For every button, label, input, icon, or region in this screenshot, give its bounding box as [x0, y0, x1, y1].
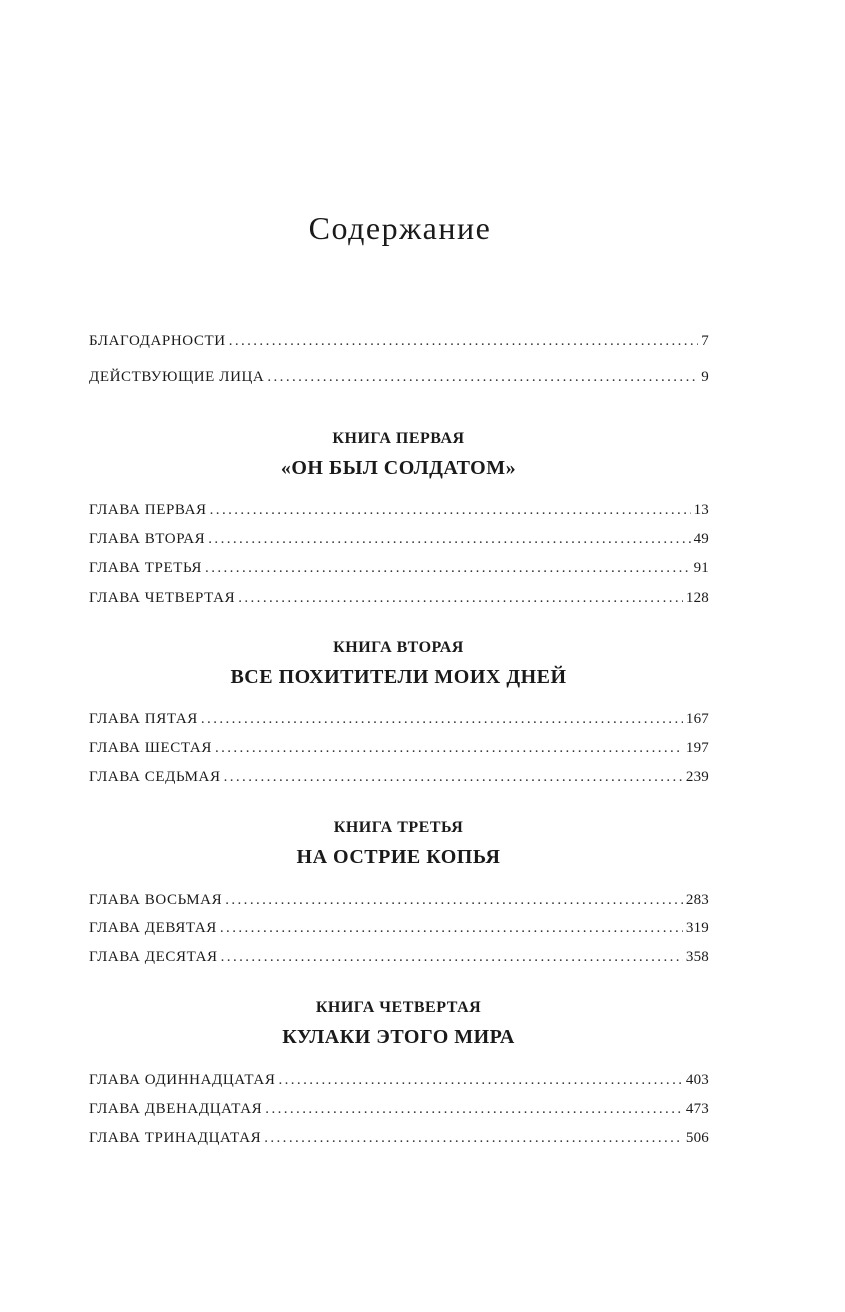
book-number: КНИГА ВТОРАЯ: [333, 639, 464, 656]
page-number: 473: [685, 1101, 709, 1117]
page-number: 239: [685, 769, 709, 785]
dot-leader: [205, 558, 691, 578]
book-name: КУЛАКИ ЭТОГО МИРА: [282, 1026, 515, 1048]
page-number: 91: [693, 560, 709, 576]
dot-leader: [220, 918, 683, 938]
entry-label: ГЛАВА ДЕСЯТАЯ: [89, 949, 218, 965]
toc-entry[interactable]: [89, 1070, 709, 1090]
dot-leader: [264, 1128, 683, 1148]
dot-leader: [201, 709, 683, 729]
dot-leader: [265, 1099, 683, 1119]
entry-label: ГЛАВА ТРИНАДЦАТАЯ: [89, 1130, 262, 1146]
book-name: «ОН БЫЛ СОЛДАТОМ»: [280, 457, 517, 479]
toc-entry[interactable]: [89, 558, 709, 578]
dot-leader: [210, 500, 691, 520]
book-number: КНИГА ПЕРВАЯ: [332, 430, 465, 447]
entry-label: ГЛАВА ЧЕТВЕРТАЯ: [89, 590, 236, 606]
dot-leader: [238, 588, 683, 608]
page-number: 13: [693, 502, 709, 518]
toc-entry[interactable]: [89, 500, 709, 520]
book-name: ВСЕ ПОХИТИТЕЛИ МОИХ ДНЕЙ: [230, 666, 567, 688]
dot-leader: [215, 738, 683, 758]
page-number: 197: [685, 740, 709, 756]
dot-leader: [225, 890, 683, 910]
toc-entry[interactable]: [89, 1128, 709, 1148]
page-number: 7: [701, 333, 709, 349]
entry-label: БЛАГОДАРНОСТИ: [89, 333, 226, 349]
toc-entry[interactable]: [89, 588, 709, 608]
page-number: 403: [685, 1072, 709, 1088]
entry-label: ГЛАВА СЕДЬМАЯ: [89, 769, 221, 785]
book-number: КНИГА ТРЕТЬЯ: [333, 819, 464, 836]
dot-leader: [224, 767, 683, 787]
dot-leader: [221, 947, 683, 967]
page-number: 358: [685, 949, 709, 965]
dot-leader: [208, 529, 690, 549]
page-number: 506: [685, 1130, 709, 1146]
toc-entry[interactable]: [89, 947, 709, 967]
toc-entry[interactable]: [89, 918, 709, 938]
entry-label: ГЛАВА ОДИННАДЦАТАЯ: [89, 1072, 276, 1088]
toc-entry[interactable]: [89, 709, 709, 729]
entry-label: ГЛАВА ДВЕНАДЦАТАЯ: [89, 1101, 263, 1117]
entry-label: ГЛАВА ДЕВЯТАЯ: [89, 920, 217, 936]
page-number: 319: [685, 920, 709, 936]
page-number: 167: [685, 711, 709, 727]
toc-entry[interactable]: [89, 367, 709, 387]
dot-leader: [278, 1070, 682, 1090]
toc-entry[interactable]: [89, 331, 709, 351]
book-number: КНИГА ЧЕТВЕРТАЯ: [315, 999, 482, 1016]
entry-label: ГЛАВА ТРЕТЬЯ: [89, 560, 203, 576]
toc-entry[interactable]: [89, 529, 709, 549]
toc-entry[interactable]: [89, 767, 709, 787]
page-number: 283: [685, 892, 709, 908]
entry-label: ГЛАВА ВОСЬМАЯ: [89, 892, 223, 908]
page-title: Содержание: [308, 210, 492, 246]
page-number: 49: [693, 531, 709, 547]
entry-label: ГЛАВА ПЕРВАЯ: [89, 502, 207, 518]
page-number: 9: [701, 369, 709, 385]
entry-label: ГЛАВА ПЯТАЯ: [89, 711, 198, 727]
dot-leader: [229, 331, 699, 351]
entry-label: ГЛАВА ШЕСТАЯ: [89, 740, 212, 756]
toc-entry[interactable]: [89, 1099, 709, 1119]
dot-leader: [267, 367, 698, 387]
toc-entry[interactable]: [89, 890, 709, 910]
book-name: НА ОСТРИЕ КОПЬЯ: [296, 846, 501, 868]
page-number: 128: [685, 590, 709, 606]
entry-label: ГЛАВА ВТОРАЯ: [89, 531, 206, 547]
toc-entry[interactable]: [89, 738, 709, 758]
entry-label: ДЕЙСТВУЮЩИЕ ЛИЦА: [89, 369, 265, 385]
